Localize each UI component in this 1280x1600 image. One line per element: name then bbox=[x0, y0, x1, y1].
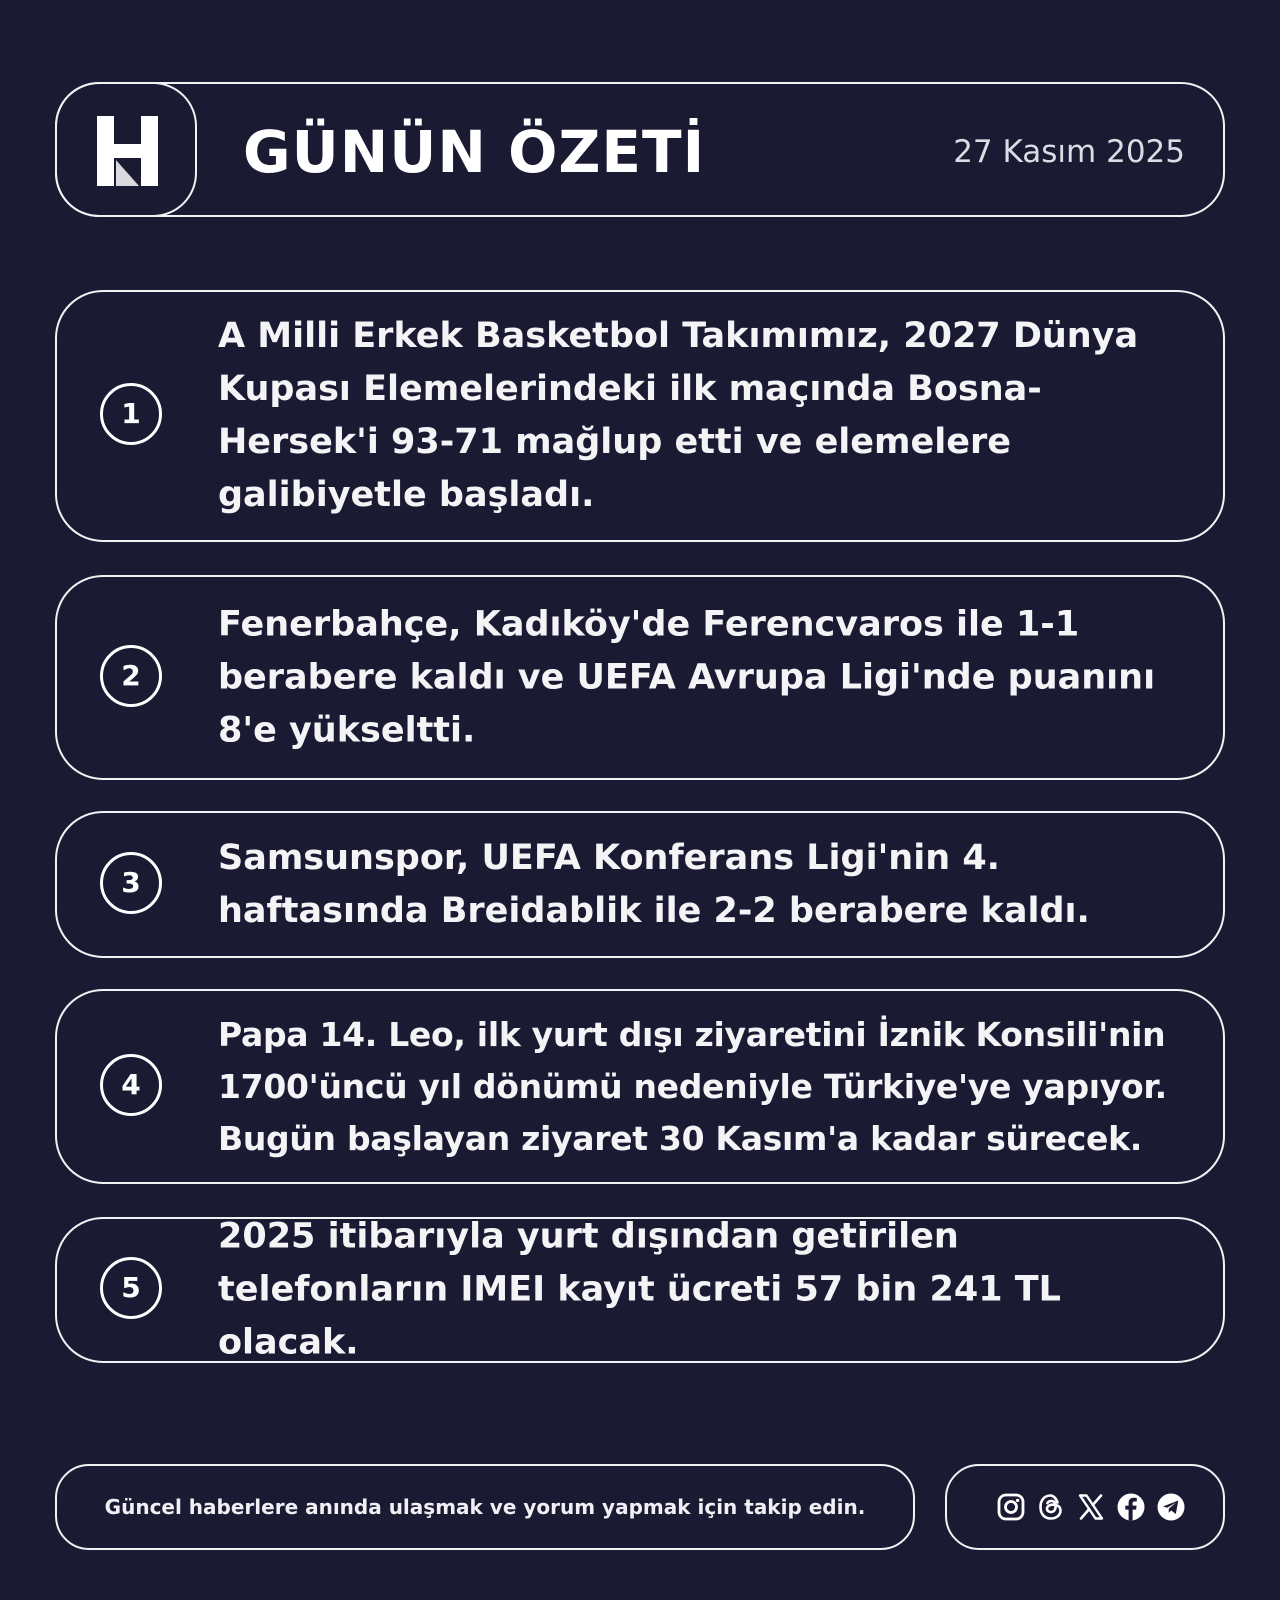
news-text: Samsunspor, UEFA Konferans Ligi'nin 4. haftasında Breidablik ile 2-2 berabere kaldı. bbox=[218, 837, 1090, 931]
date-label: 27 Kasım 2025 bbox=[953, 134, 1185, 170]
threads-icon[interactable] bbox=[1035, 1491, 1067, 1523]
item-number-badge: 4 bbox=[100, 1054, 162, 1116]
telegram-icon[interactable] bbox=[1155, 1491, 1187, 1523]
item-number-badge: 2 bbox=[100, 645, 162, 707]
news-item-3[interactable] bbox=[55, 811, 1225, 958]
news-text: A Milli Erkek Basketbol Takımımız, 2027 Dünya Kupası Elemelerindeki ilk maçında Bosna-Hersek'i 93-71 mağlup etti ve elemelere galibiyetle başladı. bbox=[218, 316, 1139, 515]
news-item-4[interactable] bbox=[55, 989, 1225, 1184]
follow-text: Güncel haberlere anında ulaşmak ve yorum yapmak için takip edin. bbox=[104, 1495, 866, 1519]
follow-banner bbox=[55, 1464, 915, 1550]
instagram-icon[interactable] bbox=[995, 1491, 1027, 1523]
news-item-2[interactable] bbox=[55, 575, 1225, 780]
news-text: Fenerbahçe, Kadıköy'de Ferencvaros ile 1-1 berabere kaldı ve UEFA Avrupa Ligi'nde puanını 8'e yükseltti. bbox=[218, 604, 1156, 750]
item-number-badge: 1 bbox=[100, 383, 162, 445]
news-item-5[interactable] bbox=[55, 1217, 1225, 1363]
news-text: Papa 14. Leo, ilk yurt dışı ziyaretini İznik Konsili'nin 1700'üncü yıl dönümü nedeniyle Türkiye'ye yapıyor. Bugün başlayan ziyaret 30 Kasım'a kadar sürecek. bbox=[218, 1014, 1167, 1158]
logo[interactable] bbox=[55, 82, 197, 217]
page-title: GÜNÜN ÖZETİ bbox=[243, 118, 706, 186]
logo-h-icon bbox=[97, 116, 159, 186]
facebook-icon[interactable] bbox=[1115, 1491, 1147, 1523]
item-number-badge: 3 bbox=[100, 852, 162, 914]
news-item-1[interactable] bbox=[55, 290, 1225, 542]
header-bar bbox=[55, 82, 1225, 217]
item-number-badge: 5 bbox=[100, 1257, 162, 1319]
x-icon[interactable] bbox=[1075, 1491, 1107, 1523]
news-text: 2025 itibarıyla yurt dışından getirilen telefonların IMEI kayıt ücreti 57 bin 241 TL olacak. bbox=[218, 1216, 1061, 1363]
social-links bbox=[945, 1464, 1225, 1550]
